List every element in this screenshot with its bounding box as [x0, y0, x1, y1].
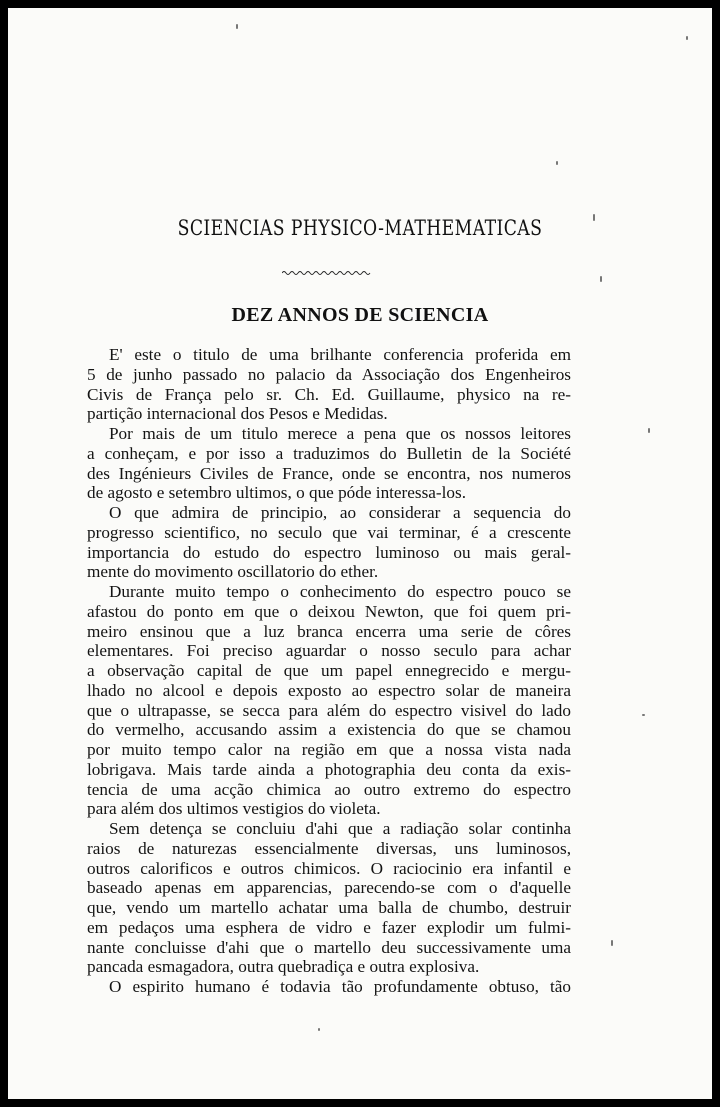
text-line: do vermelho, accusando assim a existencia do que se chamou — [87, 720, 571, 740]
text-line: meiro ensinou que a luz branca encerra uma serie de côres — [87, 621, 571, 641]
text-line: que, vendo um martello achatar uma balla de chumbo, destruir — [87, 898, 571, 917]
text-line: outros calorificos e outros chimicos. O raciocinio era infantil e — [87, 858, 571, 878]
book-page — [8, 8, 712, 1099]
text-line: Civis de França pelo sr. Ch. Ed. Guillaume, physico na re- — [87, 384, 571, 404]
text-line: progresso scientifico, no seculo que vai terminar, é a crescente — [87, 522, 571, 542]
text-line: baseado apenas em apparencias, parecendo-se com o d'aquelle — [87, 878, 571, 898]
text-line: Sem detença se concluiu d'ahi que a radiação solar continha — [109, 819, 571, 838]
text-line: lobrigava. Mais tarde ainda a photographia deu conta da exis- — [87, 759, 571, 779]
print-speck — [236, 24, 238, 29]
print-speck — [611, 940, 613, 946]
text-line: tencia de uma acção chimica ao outro extremo do espectro — [87, 779, 571, 799]
text-line: partição internacional dos Pesos e Medidas. — [87, 404, 388, 424]
text-line: raios de naturezas essencialmente diversas, uns luminosos, — [87, 838, 571, 858]
text-line: a conheçam, e por isso a traduzimos do Bulletin de la Société — [87, 443, 571, 463]
text-line: O espirito humano é todavia tão profundamente obtuso, tão — [109, 977, 571, 996]
print-speck — [648, 428, 650, 433]
text-line: 5 de junho passado no palacio da Associação dos Engenheiros — [87, 364, 571, 384]
section-title: SCIENCIAS PHYSICO-MATHEMATICAS — [177, 216, 543, 240]
print-speck — [686, 36, 688, 40]
article-title: DEZ ANNOS DE SCIENCIA — [231, 304, 489, 326]
text-line: Por mais de um titulo merece a pena que os nossos leitores — [109, 424, 571, 443]
text-line: mente do movimento oscillatorio do ether. — [87, 562, 379, 582]
text-line: O que admira de principio, ao considerar a sequencia do — [109, 503, 571, 522]
text-line: E' este o titulo de uma brilhante conferencia proferida em — [109, 345, 571, 364]
text-line: que o ultrapasse, se secca para além do espectro visivel do lado — [87, 700, 571, 720]
print-speck — [593, 214, 595, 221]
text-line: Durante muito tempo o conhecimento do espectro pouco se — [109, 582, 571, 601]
text-line: por muito tempo calor na região em que a nossa vista nada — [87, 740, 571, 759]
print-speck — [642, 714, 645, 716]
text-line: a observação capital de que um papel ennegrecido e mergu- — [87, 661, 571, 680]
print-speck — [600, 276, 602, 282]
text-line: lhado no alcool e depois exposto ao espectro solar de maneira — [87, 680, 571, 700]
text-line: nante concluisse d'ahi que o martello deu successivamente uma — [87, 937, 571, 957]
text-line: elementares. Foi preciso aguardar o nosso seculo para achar — [87, 641, 571, 661]
text-line: afastou do ponto em que o deixou Newton, que foi quem pri- — [87, 601, 571, 621]
text-line: em pedaços uma esphera de vidro e fazer explodir um fulmi- — [87, 917, 571, 937]
print-speck — [556, 161, 558, 165]
text-line: des Ingénieurs Civiles de France, onde se encontra, nos numeros — [87, 463, 571, 483]
text-line: importancia do estudo do espectro luminoso ou mais geral- — [87, 542, 571, 562]
text-line: de agosto e setembro ultimos, o que póde interessa-los. — [87, 483, 466, 503]
wavy-rule-icon — [282, 270, 372, 276]
article-body — [87, 345, 571, 997]
print-speck — [318, 1028, 320, 1031]
text-line: pancada esmagadora, outra quebradiça e outra explosiva. — [87, 957, 480, 977]
text-line: para além dos ultimos vestigios do violeta. — [87, 799, 381, 819]
